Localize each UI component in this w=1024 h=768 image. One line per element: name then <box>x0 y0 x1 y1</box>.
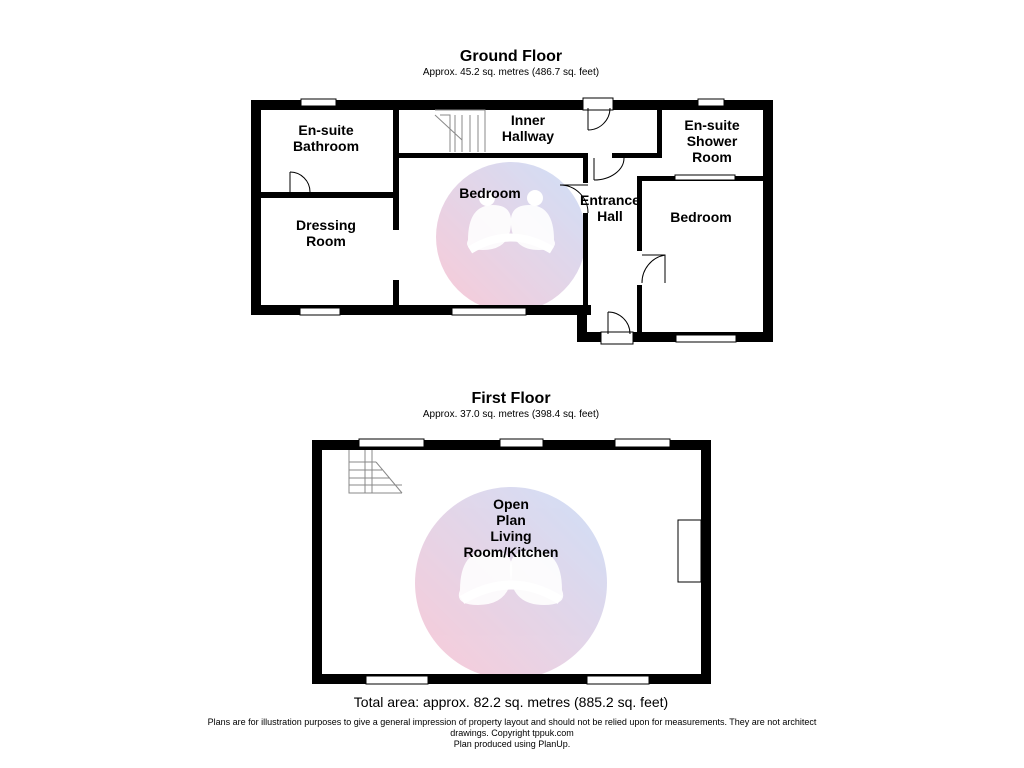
disclaimer-line: Plan produced using PlanUp. <box>453 739 571 749</box>
room-label-line: Plan <box>496 512 526 528</box>
room-label-line: Room <box>306 233 346 249</box>
room-label-open-plan <box>464 496 559 560</box>
room-label-line: Hallway <box>501 128 555 144</box>
room-label-entrance-hall <box>580 192 640 224</box>
ground-floor-title: Ground Floor <box>459 48 563 65</box>
room-label-line: En-suite <box>684 117 740 133</box>
first-floor-area: Approx. 37.0 sq. metres (398.4 sq. feet) <box>422 409 600 420</box>
first-floor-plan <box>312 439 711 684</box>
room-label-inner-hallway <box>502 112 554 144</box>
room-label-dressing-room <box>296 217 356 249</box>
room-label-line: Living <box>490 528 532 544</box>
room-label-bedroom-center <box>459 185 520 201</box>
disclaimer-line: Plans are for illustration purposes to give a general impression of property layout and should not be relied upon for measurements. They are not architect <box>207 717 817 727</box>
room-label-line: Bedroom <box>459 185 521 201</box>
ground-stairs <box>435 110 485 152</box>
total-area: Total area: approx. 82.2 sq. metres (885.2 sq. feet) <box>353 694 669 710</box>
room-label-bedroom-right <box>670 209 731 225</box>
room-label-line: Open <box>493 496 529 512</box>
room-label-ensuite-bathroom <box>293 122 359 154</box>
room-label-line: Bedroom <box>670 209 732 225</box>
room-label-ensuite-shower <box>684 117 739 165</box>
ground-floor-area: Approx. 45.2 sq. metres (486.7 sq. feet) <box>422 67 600 78</box>
room-label-line: Inner <box>510 112 546 128</box>
room-label-line: En-suite <box>298 122 354 138</box>
disclaimer <box>180 717 844 750</box>
room-label-line: Bathroom <box>292 138 360 154</box>
room-label-line: Entrance <box>580 192 640 208</box>
room-label-line: Dressing <box>296 217 356 233</box>
first-floor-title: First Floor <box>471 390 551 407</box>
room-label-line: Room/Kitchen <box>463 544 559 560</box>
first-stairs <box>349 450 402 493</box>
disclaimer-line: drawings. Copyright tppuk.com <box>450 728 574 738</box>
room-label-line: Hall <box>597 208 623 224</box>
room-label-line: Shower <box>686 133 738 149</box>
room-label-line: Room <box>692 149 732 165</box>
